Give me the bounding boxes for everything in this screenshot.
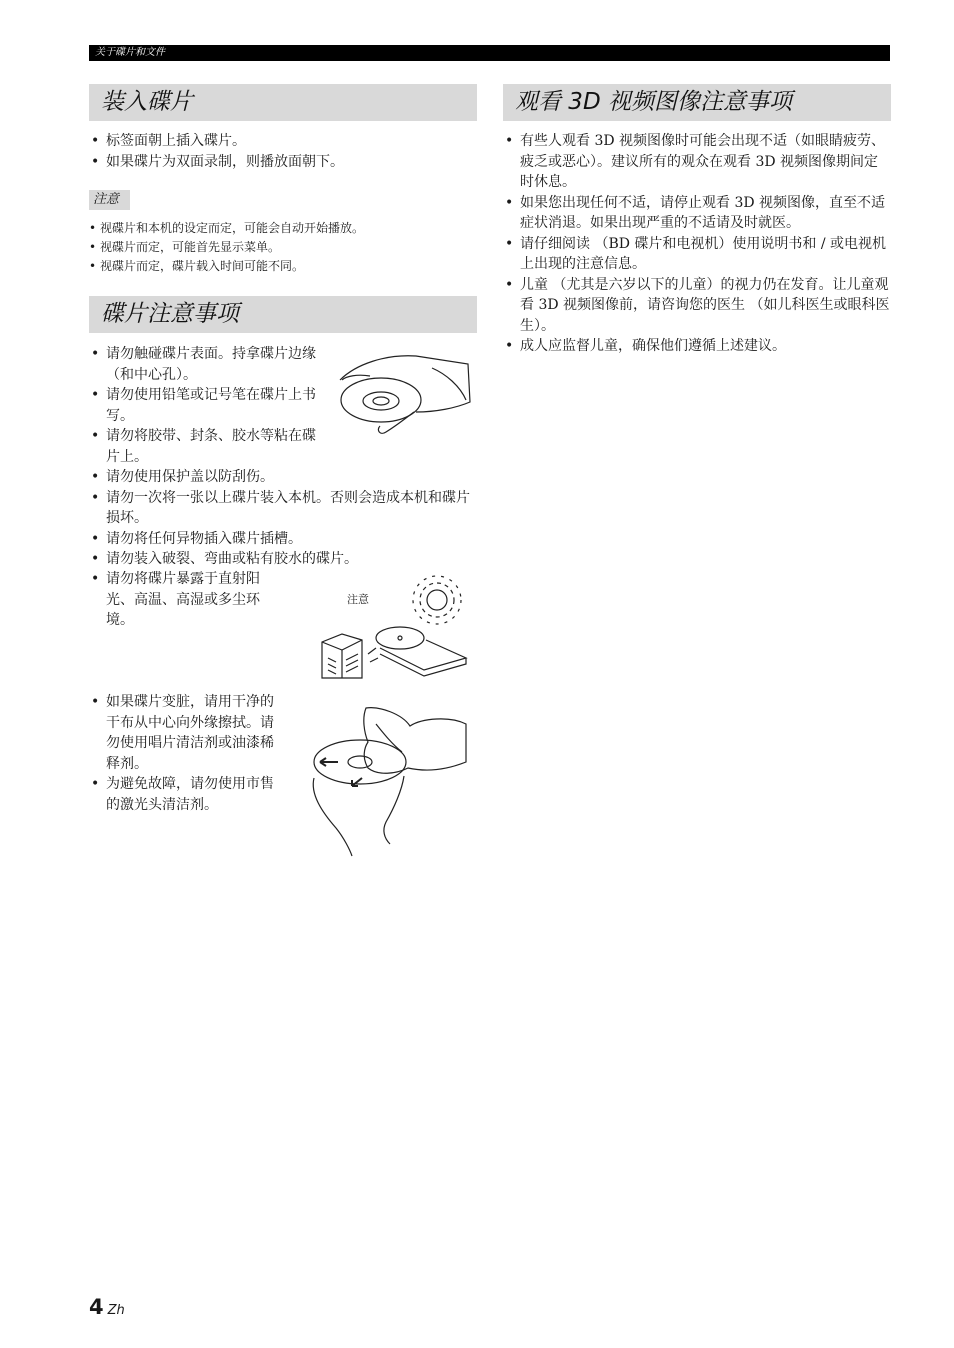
cleaning-disc-icon (306, 704, 470, 858)
disc-caution-list-sun (89, 569, 279, 631)
list-item: • 标签面朝上插入碟片。 (89, 131, 477, 152)
load-disc-list (89, 131, 477, 172)
list-item: • 请仔细阅读 （BD 碟片和电视机）使用说明书和 / 或电视机上出现的注意信息。 (503, 234, 891, 275)
viewing-3d-title: 观看 3D 视频图像注意事项 (503, 84, 891, 121)
list-item: • 视碟片而定，可能首先显示菜单。 (89, 238, 477, 257)
list-item: • 为避免故障，请勿使用市售的激光头清洁剂。 (89, 774, 279, 815)
page-number: 4 (89, 1295, 104, 1319)
disc-caution-list-full (89, 467, 477, 570)
disc-caution-list-clean (89, 692, 279, 815)
illus-label: 注意 (347, 593, 369, 606)
header-bar (89, 45, 890, 61)
disc-caution-list-top (89, 344, 325, 467)
list-item: • 如果您出现任何不适，请停止观看 3D 视频图像，直至不适症状消退。如果出现严重的不适请及时就医。 (503, 193, 891, 234)
heat-humidity-disc-icon (316, 574, 474, 686)
load-disc-notes (89, 219, 477, 276)
list-item: • 请勿一次将一张以上碟片装入本机。否则会造成本机和碟片损坏。 (89, 488, 477, 529)
list-item: • 视碟片和本机的设定而定，可能会自动开始播放。 (89, 219, 477, 238)
list-item: • 儿童 （尤其是六岁以下的儿童）的视力仍在发育。让儿童观看 3D 视频图像前，请咨询您的医生 （如儿科医生或眼科医生）。 (503, 275, 891, 337)
list-item: • 如果碟片变脏，请用干净的干布从中心向外缘擦拭。请勿使用唱片清洁剂或油漆稀释剂。 (89, 692, 279, 774)
hand-holding-disc-icon (336, 346, 474, 442)
disc-caution-title: 碟片注意事项 (89, 296, 477, 333)
header-section-label: 关于碟片和文件 (95, 47, 165, 58)
page-footer (89, 1295, 125, 1319)
note-label: 注意 (89, 190, 130, 210)
load-disc-title: 装入碟片 (89, 84, 477, 121)
list-item: • 请勿触碰碟片表面。持拿碟片边缘 （和中心孔）。 (89, 344, 325, 385)
list-item: • 视碟片而定，碟片载入时间可能不同。 (89, 257, 477, 276)
list-item: • 请勿将任何异物插入碟片插槽。 (89, 529, 477, 550)
list-item: • 请勿使用保护盖以防刮伤。 (89, 467, 477, 488)
list-item: • 请勿将胶带、封条、胶水等粘在碟片上。 (89, 426, 325, 467)
list-item: • 请勿使用铅笔或记号笔在碟片上书写。 (89, 385, 325, 426)
page-language: Zh (107, 1303, 125, 1318)
list-item: • 请勿将碟片暴露于直射阳光、高温、高湿或多尘环境。 (89, 569, 279, 631)
list-item: • 如果碟片为双面录制，则播放面朝下。 (89, 152, 477, 173)
list-item: • 成人应监督儿童，确保他们遵循上述建议。 (503, 336, 891, 357)
list-item: • 请勿装入破裂、弯曲或粘有胶水的碟片。 (89, 549, 477, 570)
list-item: • 有些人观看 3D 视频图像时可能会出现不适（如眼睛疲劳、疲乏或恶心）。建议所有的观众在观看 3D 视频图像期间定时休息。 (503, 131, 891, 193)
viewing-3d-list (503, 131, 891, 357)
